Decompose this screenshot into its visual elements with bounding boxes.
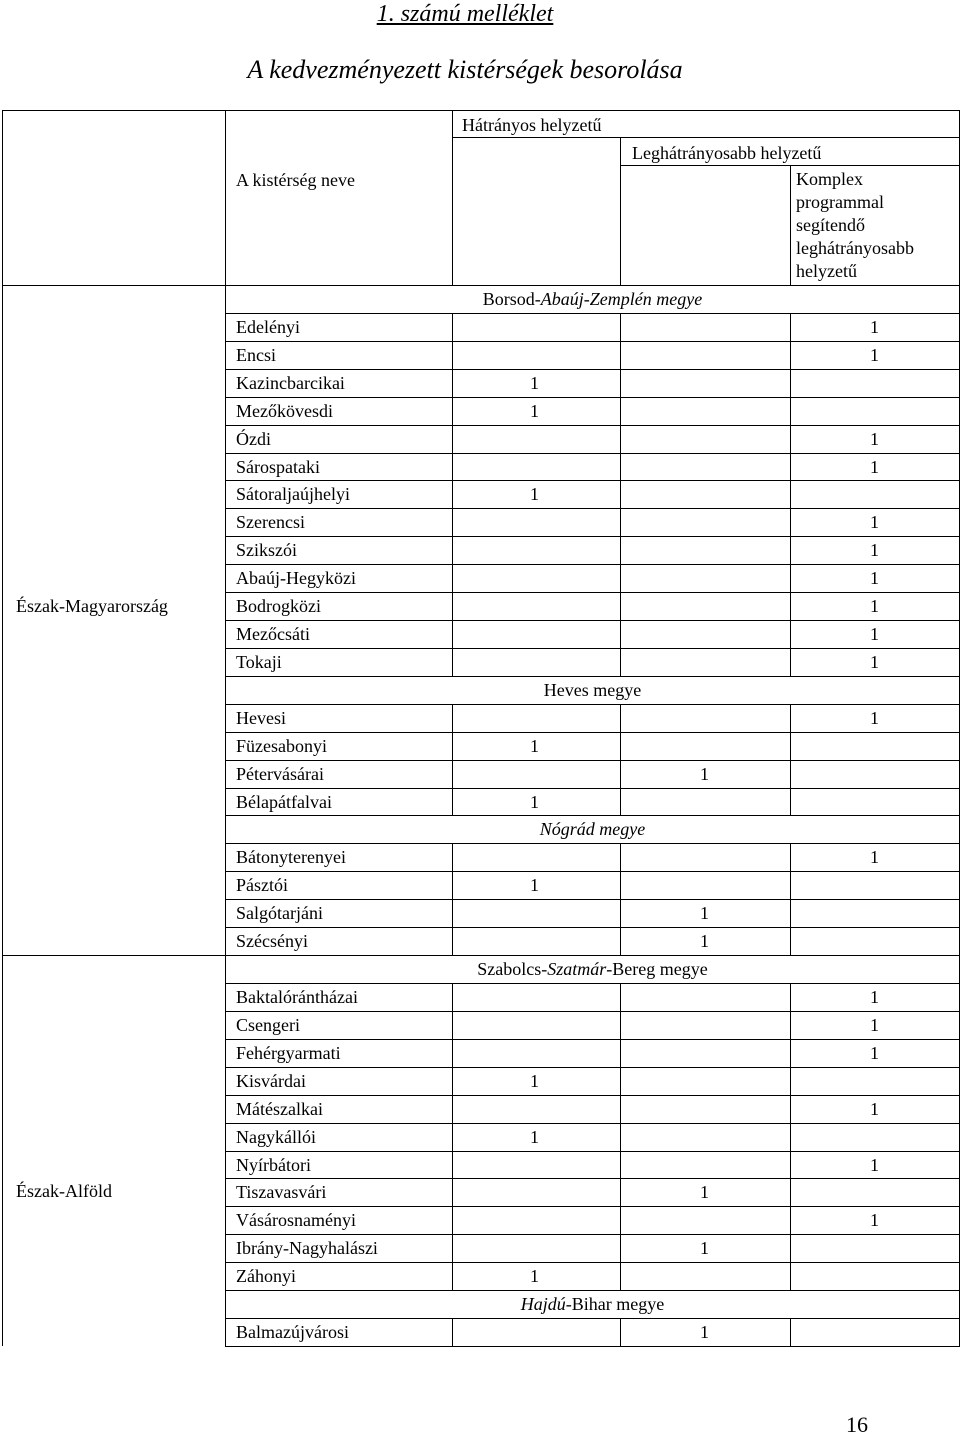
- header-komplex-line: leghátrányosabb: [796, 238, 914, 258]
- column-rule: [790, 397, 791, 425]
- subregion-name: Bodrogközi: [236, 596, 321, 617]
- column-rule: [790, 425, 791, 453]
- header-leghatranyosabb: Leghátrányosabb helyzetű: [632, 143, 822, 163]
- row-rule: [225, 1318, 960, 1319]
- header-komplex-line: Komplex: [796, 169, 863, 189]
- classification-mark: 1: [700, 1238, 709, 1259]
- table-rule: [452, 110, 453, 285]
- row-rule: [225, 1039, 960, 1040]
- column-rule: [790, 1151, 791, 1179]
- row-rule: [225, 983, 960, 984]
- column-rule: [452, 927, 453, 955]
- column-rule: [790, 927, 791, 955]
- classification-mark: 1: [870, 316, 879, 337]
- column-rule: [790, 341, 791, 369]
- header-name-column: A kistérség neve: [236, 170, 355, 190]
- column-rule: [452, 1039, 453, 1067]
- column-rule: [790, 369, 791, 397]
- row-rule: [225, 341, 960, 342]
- row-rule: [225, 313, 960, 314]
- column-rule: [620, 871, 621, 899]
- column-rule: [452, 592, 453, 620]
- row-rule: [225, 704, 960, 705]
- classification-mark: 1: [870, 651, 879, 672]
- column-rule: [620, 1123, 621, 1151]
- column-rule: [452, 1011, 453, 1039]
- header-komplex: [796, 168, 914, 283]
- row-rule: [225, 1290, 960, 1291]
- row-rule: [225, 1067, 960, 1068]
- column-rule: [790, 1039, 791, 1067]
- table-rule: [2, 285, 960, 286]
- column-rule: [790, 788, 791, 816]
- column-rule: [452, 648, 453, 676]
- column-rule: [790, 1123, 791, 1151]
- column-rule: [790, 1206, 791, 1234]
- row-rule: [225, 815, 960, 816]
- column-rule: [790, 564, 791, 592]
- main-title: A kedvezményezett kistérségek besorolása: [247, 55, 683, 84]
- subregion-name: Csengeri: [236, 1014, 300, 1035]
- column-rule: [452, 1262, 453, 1290]
- column-rule: [790, 1234, 791, 1262]
- column-rule: [620, 1095, 621, 1123]
- classification-mark: 1: [870, 1042, 879, 1063]
- column-rule: [452, 983, 453, 1011]
- classification-mark: 1: [700, 1182, 709, 1203]
- county-heading-part: megye: [651, 289, 703, 309]
- column-rule: [620, 732, 621, 760]
- column-rule: [790, 1262, 791, 1290]
- county-heading: [225, 1293, 960, 1315]
- county-heading: [225, 679, 960, 701]
- county-heading-part: Hajdú: [520, 1294, 566, 1315]
- subregion-name: Mátészalkai: [236, 1098, 323, 1119]
- column-rule: [620, 760, 621, 788]
- column-rule: [452, 1178, 453, 1206]
- column-rule: [620, 983, 621, 1011]
- column-rule: [790, 1067, 791, 1095]
- column-rule: [452, 453, 453, 481]
- subregion-name: Fehérgyarmati: [236, 1042, 341, 1063]
- column-rule: [620, 1234, 621, 1262]
- classification-mark: 1: [530, 1266, 539, 1287]
- column-rule: [452, 480, 453, 508]
- row-rule: [225, 676, 960, 677]
- column-rule: [452, 788, 453, 816]
- classification-mark: 1: [530, 372, 539, 393]
- subregion-name: Pétervásárai: [236, 763, 324, 784]
- subregion-name: Vásárosnaményi: [236, 1210, 356, 1231]
- row-rule: [225, 899, 960, 900]
- column-rule: [790, 1011, 791, 1039]
- column-rule: [452, 871, 453, 899]
- column-rule: [452, 1234, 453, 1262]
- classification-mark: 1: [530, 1126, 539, 1147]
- subregion-name: Edelényi: [236, 316, 300, 337]
- subregion-name: Bátonyterenyei: [236, 847, 346, 868]
- column-rule: [452, 369, 453, 397]
- header-hatranyos: Hátrányos helyzetű: [462, 115, 602, 135]
- subregion-name: Sátoraljaújhelyi: [236, 484, 350, 505]
- column-rule: [620, 648, 621, 676]
- column-rule: [620, 620, 621, 648]
- row-rule: [225, 620, 960, 621]
- county-heading-part: Nógrád megye: [539, 819, 646, 840]
- column-rule: [790, 1178, 791, 1206]
- table-rule: [225, 110, 226, 1346]
- row-rule: [225, 648, 960, 649]
- column-rule: [620, 508, 621, 536]
- column-rule: [452, 1206, 453, 1234]
- classification-mark: 1: [700, 931, 709, 952]
- column-rule: [452, 564, 453, 592]
- column-rule: [790, 732, 791, 760]
- subregion-name: Abaúj-Hegyközi: [236, 568, 356, 589]
- column-rule: [790, 620, 791, 648]
- subregion-name: Sárospataki: [236, 456, 320, 477]
- column-rule: [620, 453, 621, 481]
- column-rule: [790, 760, 791, 788]
- county-heading-part: -Bihar megye: [565, 1294, 665, 1315]
- row-rule: [225, 369, 960, 370]
- classification-mark: 1: [870, 456, 879, 477]
- classification-mark: 1: [870, 512, 879, 533]
- table-rule: [2, 110, 3, 1346]
- row-rule: [225, 564, 960, 565]
- classification-mark: 1: [530, 735, 539, 756]
- column-rule: [620, 1262, 621, 1290]
- subregion-name: Mezőcsáti: [236, 624, 310, 645]
- column-rule: [790, 648, 791, 676]
- column-rule: [452, 425, 453, 453]
- column-rule: [620, 1039, 621, 1067]
- column-rule: [452, 536, 453, 564]
- county-heading-part: Borsod-: [482, 289, 541, 309]
- subregion-name: Nyírbátori: [236, 1154, 311, 1175]
- subregion-name: Kisvárdai: [236, 1070, 306, 1091]
- table-rule: [620, 137, 621, 285]
- classification-mark: 1: [700, 903, 709, 924]
- row-rule: [225, 955, 960, 956]
- subregion-name: Szerencsi: [236, 512, 305, 533]
- table-rule: [452, 137, 960, 138]
- subregion-name: Hevesi: [236, 707, 286, 728]
- row-rule: [225, 927, 960, 928]
- column-rule: [452, 620, 453, 648]
- header-komplex-line: programmal: [796, 192, 884, 212]
- column-rule: [790, 1318, 791, 1346]
- column-rule: [790, 843, 791, 871]
- column-rule: [452, 732, 453, 760]
- column-rule: [620, 564, 621, 592]
- classification-mark: 1: [700, 763, 709, 784]
- classification-mark: 1: [870, 540, 879, 561]
- subregion-name: Záhonyi: [236, 1266, 296, 1287]
- subregion-name: Füzesabonyi: [236, 735, 327, 756]
- column-rule: [452, 760, 453, 788]
- column-rule: [620, 788, 621, 816]
- classification-mark: 1: [870, 1154, 879, 1175]
- column-rule: [620, 341, 621, 369]
- row-rule: [225, 1095, 960, 1096]
- row-rule: [225, 508, 960, 509]
- county-heading-part: -Bereg megye: [606, 959, 708, 980]
- subregion-name: Mezőkövesdi: [236, 400, 333, 421]
- classification-mark: 1: [870, 596, 879, 617]
- row-rule: [225, 788, 960, 789]
- row-rule: [225, 397, 960, 398]
- column-rule: [452, 397, 453, 425]
- column-rule: [790, 313, 791, 341]
- column-rule: [620, 369, 621, 397]
- county-heading-part: Szabolcs-: [477, 959, 548, 980]
- row-rule: [225, 592, 960, 593]
- subregion-name: Szécsényi: [236, 931, 308, 952]
- column-rule: [452, 704, 453, 732]
- column-rule: [790, 871, 791, 899]
- subregion-name: Tiszavasvári: [236, 1182, 327, 1203]
- row-rule: [225, 1151, 960, 1152]
- column-rule: [452, 1067, 453, 1095]
- subregion-name: Bélapátfalvai: [236, 791, 332, 812]
- classification-mark: 1: [870, 624, 879, 645]
- column-rule: [452, 1095, 453, 1123]
- classification-mark: 1: [870, 568, 879, 589]
- row-rule: [225, 1206, 960, 1207]
- row-rule: [225, 871, 960, 872]
- county-heading: [225, 288, 960, 310]
- row-rule: [225, 1234, 960, 1235]
- subregion-name: Nagykállói: [236, 1126, 316, 1147]
- column-rule: [452, 1318, 453, 1346]
- column-rule: [620, 843, 621, 871]
- region-separator: [2, 955, 225, 956]
- row-rule: [225, 536, 960, 537]
- row-rule: [225, 480, 960, 481]
- column-rule: [790, 592, 791, 620]
- region-label: Észak-Alföld: [16, 1181, 112, 1201]
- column-rule: [620, 480, 621, 508]
- classification-mark: 1: [870, 1098, 879, 1119]
- county-heading-part: Heves megye: [543, 679, 642, 700]
- row-rule: [225, 425, 960, 426]
- column-rule: [790, 536, 791, 564]
- column-rule: [620, 1151, 621, 1179]
- column-rule: [620, 397, 621, 425]
- classification-mark: 1: [530, 400, 539, 421]
- county-heading-part: Szatmár: [547, 959, 607, 980]
- column-rule: [790, 453, 791, 481]
- column-rule: [452, 899, 453, 927]
- classification-mark: 1: [870, 987, 879, 1007]
- classification-mark: 1: [530, 875, 539, 896]
- row-rule: [225, 1346, 960, 1347]
- column-rule: [790, 508, 791, 536]
- row-rule: [225, 453, 960, 454]
- row-rule: [225, 1011, 960, 1012]
- classification-mark: 1: [870, 847, 879, 868]
- subregion-name: Ibrány-Nagyhalászi: [236, 1238, 378, 1259]
- row-rule: [225, 1123, 960, 1124]
- column-rule: [620, 313, 621, 341]
- subregion-name: Ózdi: [236, 428, 271, 449]
- header-komplex-line: helyzetű: [796, 261, 857, 281]
- table-rule: [790, 165, 791, 285]
- subregion-name: Pásztói: [236, 875, 288, 896]
- column-rule: [790, 480, 791, 508]
- column-rule: [452, 313, 453, 341]
- subregion-name: Tokaji: [236, 651, 282, 672]
- row-rule: [225, 760, 960, 761]
- classification-mark: 1: [870, 707, 879, 728]
- classification-mark: 1: [530, 791, 539, 812]
- row-rule: [225, 1178, 960, 1179]
- classification-mark: 1: [870, 344, 879, 365]
- classification-mark: 1: [530, 484, 539, 505]
- subregion-name: Encsi: [236, 344, 276, 365]
- county-heading: [225, 818, 960, 840]
- header-komplex-line: segítendő: [796, 215, 865, 235]
- column-rule: [452, 1123, 453, 1151]
- subregion-name: Salgótarjáni: [236, 903, 323, 924]
- table-rule: [2, 110, 960, 111]
- column-rule: [620, 592, 621, 620]
- column-rule: [790, 704, 791, 732]
- column-rule: [620, 1206, 621, 1234]
- classification-mark: 1: [530, 1070, 539, 1091]
- column-rule: [620, 1067, 621, 1095]
- county-heading-part: Abaúj-Zemplén: [540, 289, 652, 309]
- column-rule: [790, 1095, 791, 1123]
- subregion-name: Baktalórántházai: [236, 987, 358, 1007]
- column-rule: [620, 927, 621, 955]
- column-rule: [620, 1011, 621, 1039]
- page-number: 16: [846, 1412, 868, 1437]
- column-rule: [620, 899, 621, 927]
- subregion-name: Kazincbarcikai: [236, 372, 345, 393]
- annex-title: 1. számú melléklet: [376, 1, 554, 27]
- county-heading: [225, 958, 960, 980]
- column-rule: [452, 341, 453, 369]
- column-rule: [620, 425, 621, 453]
- row-rule: [225, 732, 960, 733]
- column-rule: [790, 899, 791, 927]
- row-rule: [225, 1262, 960, 1263]
- column-rule: [620, 1318, 621, 1346]
- region-label: Észak-Magyarország: [16, 596, 168, 616]
- column-rule: [620, 536, 621, 564]
- classification-mark: 1: [870, 1014, 879, 1035]
- column-rule: [620, 704, 621, 732]
- row-rule: [225, 843, 960, 844]
- subregion-name: Szikszói: [236, 540, 297, 561]
- classification-mark: 1: [870, 428, 879, 449]
- classification-mark: 1: [700, 1322, 709, 1343]
- classification-mark: 1: [870, 1210, 879, 1231]
- column-rule: [452, 843, 453, 871]
- column-rule: [790, 983, 791, 1011]
- subregion-name: Balmazújvárosi: [236, 1322, 349, 1343]
- column-rule: [620, 1178, 621, 1206]
- column-rule: [452, 1151, 453, 1179]
- column-rule: [452, 508, 453, 536]
